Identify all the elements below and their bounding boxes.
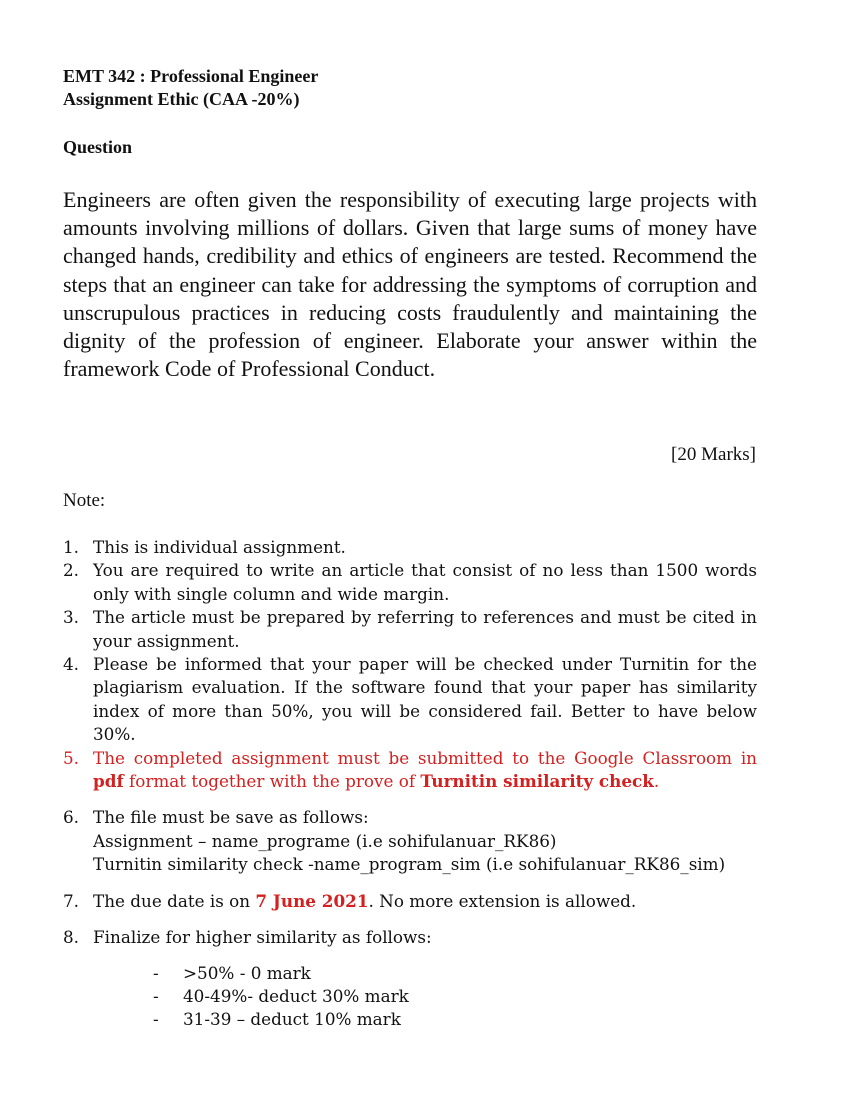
note-number: 2.	[63, 560, 80, 581]
question-heading: Question	[63, 137, 133, 157]
note-text: Finalize for higher similarity as follows:	[93, 927, 432, 948]
deduction-item	[153, 985, 757, 1008]
note-item-4	[63, 653, 757, 747]
note-text: Please be informed that your paper will be checked under Turnitin for the plagiarism evaluation. If the software found that your paper has similarity index of more than 50%, you will be considered fail. Better to have below 30%.	[93, 654, 757, 745]
due-date: 7 June 2021	[255, 890, 369, 911]
list-dash: -	[153, 985, 159, 1006]
note-text-part: .	[653, 771, 660, 792]
note-text: This is individual assignment.	[93, 537, 346, 557]
document-header	[63, 65, 318, 111]
note-number: 4.	[63, 654, 80, 675]
note-item-8	[63, 926, 757, 949]
list-dash: -	[153, 962, 159, 983]
note-number: 8.	[63, 927, 80, 948]
assignment-filename-format: Assignment – name_programe (i.e sohifulanuar_RK86)	[93, 830, 557, 851]
note-text-part: The due date is on	[93, 890, 256, 911]
note-item-3	[63, 606, 757, 653]
deduction-item	[153, 1008, 757, 1031]
note-text-part: format together with the prove of	[123, 771, 421, 792]
note-number: 5.	[63, 747, 80, 768]
note-text-part: . No more extension is allowed.	[368, 890, 637, 911]
list-dash: -	[153, 1009, 159, 1030]
course-title: EMT 342 : Professional Engineer	[63, 66, 319, 86]
turnitin-filename-format: Turnitin similarity check -name_program_sim (i.e sohifulanuar_RK86_sim)	[93, 854, 726, 875]
turnitin-check-emphasis: Turnitin similarity check	[420, 771, 654, 792]
note-item-6	[63, 806, 757, 876]
question-text: Engineers are often given the responsibility of executing large projects with amounts involving millions of dollars. Given that large sums of money have changed hands, credibility and ethics of engineers are tested. Recommend the steps that an engineer can take for addressing the symptoms of corruption and unscrupulous practices in reducing costs fraudulently and maintaining the dignity of the profession of engineer. Elaborate your answer within the framework Code of Professional Conduct.	[63, 187, 757, 382]
note-item-7	[63, 890, 757, 913]
note-number: 7.	[63, 890, 80, 911]
notes-list	[63, 536, 757, 1032]
pdf-format-emphasis: pdf	[93, 771, 124, 792]
deduction-text: 31-39 – deduct 10% mark	[183, 1009, 401, 1030]
note-line: The file must be save as follows:	[93, 807, 369, 828]
deduction-text: >50% - 0 mark	[183, 962, 311, 983]
assignment-title: Assignment Ethic (CAA -20%)	[63, 89, 300, 109]
deduction-item	[153, 962, 757, 985]
note-text	[93, 747, 757, 794]
note-number: 6.	[63, 807, 80, 828]
deduction-list	[153, 962, 757, 1032]
deduction-text: 40-49%- deduct 30% mark	[183, 985, 409, 1006]
note-item-5	[63, 747, 757, 794]
note-item-2	[63, 559, 757, 606]
note-text: You are required to write an article that consist of no less than 1500 words only with single column and wide margin.	[93, 560, 757, 604]
note-text	[93, 890, 757, 913]
note-text-part: The completed assignment must be submitted to the Google Classroom in	[93, 747, 757, 768]
note-number: 3.	[63, 607, 80, 628]
note-text: The article must be prepared by referring to references and must be cited in your assignment.	[93, 607, 757, 651]
marks-label: [20 Marks]	[671, 444, 756, 465]
note-label: Note:	[63, 490, 106, 511]
note-text	[93, 806, 757, 876]
note-number: 1.	[63, 537, 80, 557]
note-item-1	[63, 536, 757, 559]
